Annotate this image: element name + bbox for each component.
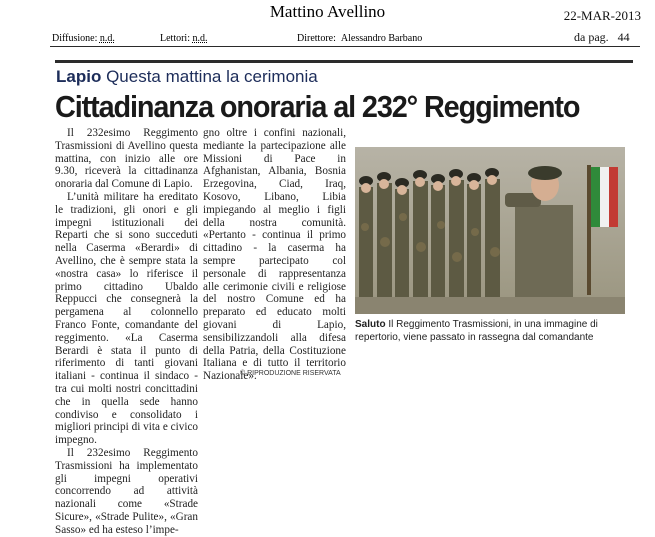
soldiers-parade-image: [355, 147, 625, 314]
direttore-label: Direttore:: [297, 33, 336, 44]
copyright-notice: © RIPRODUZIONE RISERVATA: [240, 370, 341, 377]
paragraph: Il 232esimo Reggimento Trasmissioni di Avellino questa mattina, con inizio alle ore 9.30, riceverà la cittadinanza onoraria dal Comune di Lapio.: [55, 127, 198, 191]
kicker-place: Lapio: [56, 67, 102, 86]
lettori-value: n.d.: [192, 33, 208, 44]
caption-text: Il Reggimento Trasmissioni, in una immagine di repertorio, viene passato in rassegna dal comandante: [355, 319, 598, 343]
paragraph: gno oltre i confini nazionali, mediante la partecipazione alle Missioni di Pace in Afghanistan, Albania, Bosnia Erzegovina, Ciad, Iraq, Kosovo, Libano, Libia impiegando al meglio i figli della nostra comunità. «Pertanto - continua il primo cittadino - la caserma ha sempre partecipato col personale di rappresentanza alle cerimonie civili e religiose del nostro Comune ed ha preparato ed educato molti giovani di Lapio, sensibilizzandoli alla difesa della Patria, della Costituzione Italiana e di tutto il territorio Nazionale».: [203, 127, 346, 383]
lettori-field: [160, 33, 208, 44]
article-headline: Cittadinanza onoraria al 232° Reggimento: [55, 89, 580, 124]
direttore-field: [297, 33, 422, 44]
newspaper-name: Mattino Avellino: [269, 2, 386, 21]
photo-caption: [355, 318, 630, 344]
direttore-value: Alessandro Barbano: [340, 33, 423, 44]
header-divider: [50, 46, 640, 47]
page-number: 44: [617, 30, 630, 44]
page-label: da pag.: [574, 30, 609, 44]
paragraph: Il 232esimo Reggimento Trasmissioni ha implementato gli impegni operativi concorrendo ad attività nazionali come «Strade Sicure», «Strade Pulite», «Gran Sasso» ed ha esteso l’impe-: [55, 446, 198, 536]
article-kicker: [56, 67, 318, 87]
page-reference: [574, 30, 630, 45]
article-photo: [355, 147, 625, 314]
article-column-2: [203, 127, 346, 383]
kicker-text: Questa mattina la cerimonia: [106, 67, 318, 86]
article-top-rule: [55, 60, 633, 63]
lettori-label: Lettori:: [160, 33, 190, 44]
clipping-date: 22-MAR-2013: [563, 8, 641, 23]
diffusione-field: [52, 33, 115, 44]
diffusione-label: Diffusione:: [52, 33, 98, 44]
paragraph: L’unità militare ha ereditato le tradizioni, gli onori e gli impegni istituzionali dei Reparti che si sono succeduti nella Caserma «Berardi» di Avellino, che è sempre stata la «nostra casa» lo riferisce il primo cittadino Ubaldo Reppucci che consegnerà la pergamena al colonnello Franco Fonte, comandante del reggimento. «La Caserma Berardi è stata il punto di riferimento di tanti giovani italiani - continua il sindaco - tra cui molti nostri concittadini che in quella sede hanno condiviso e consolidato i migliori principi di vita e civico impegno.: [55, 190, 198, 447]
diffusione-value: n.d.: [99, 33, 115, 44]
caption-title: Saluto: [355, 319, 386, 330]
article-column-1: [55, 127, 198, 537]
